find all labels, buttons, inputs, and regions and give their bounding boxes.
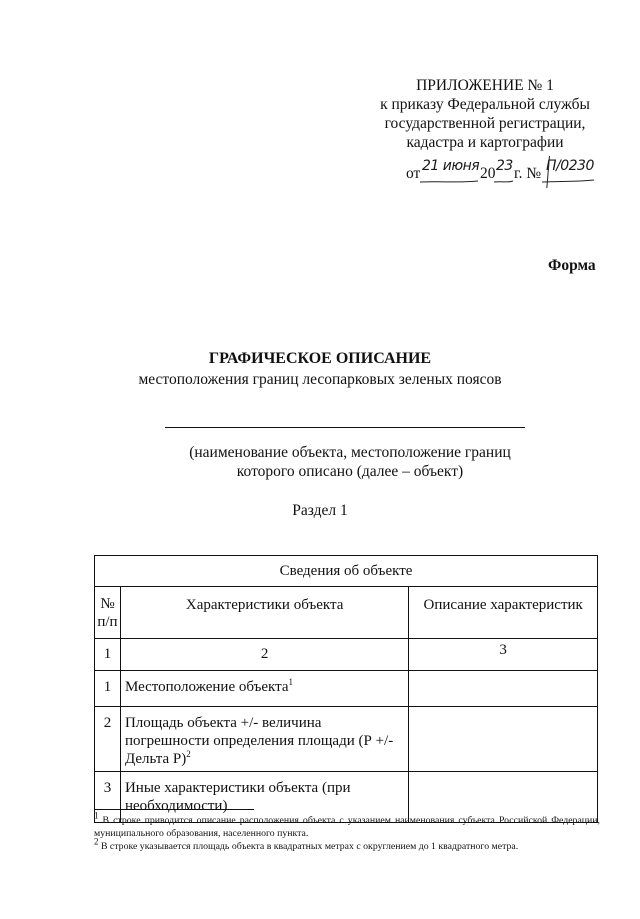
section-title: Раздел 1 — [292, 502, 348, 519]
form-label: Форма — [548, 257, 596, 274]
order-year-handwritten: 23 — [496, 158, 513, 174]
row-description-cell — [409, 707, 598, 772]
header-description: Описание характеристик — [409, 587, 598, 639]
header-number-line-2: п/п — [97, 614, 118, 630]
order-number-handwritten: П/0230 — [546, 158, 594, 174]
header-number — [95, 587, 121, 639]
appendix-title: ПРИЛОЖЕНИЕ № 1 — [416, 77, 554, 94]
footnotes — [94, 810, 600, 853]
object-name-caption — [160, 443, 540, 481]
object-name-caption-line-1: (наименование объекта, местоположение границ — [189, 444, 511, 461]
footnote-1 — [94, 810, 600, 840]
row-number: 3 — [95, 772, 121, 823]
footnote-2 — [94, 836, 600, 853]
appendix-order-ref: к приказу Федеральной службы — [380, 96, 590, 113]
row-characteristic — [120, 671, 408, 707]
order-number-label: г. № — [514, 165, 542, 182]
table-row — [95, 671, 598, 707]
order-year-prefix: 20 — [480, 165, 496, 182]
order-date-handwritten: 21 июня — [422, 158, 480, 174]
row-characteristic-text: Площадь объекта +/- величина погрешности определения площади (Р +/- Дельта Р) — [124, 715, 394, 767]
footnote-ref-2: 2 — [186, 749, 191, 759]
row-characteristic-text: Местоположение объекта — [124, 679, 289, 695]
footnote-2-mark: 2 — [94, 836, 99, 847]
handwriting-underlines — [370, 156, 600, 188]
object-name-caption-line-2: которого описано (далее – объект) — [236, 463, 464, 480]
index-col-3: 3 — [409, 639, 598, 671]
footnote-2-text: В строке указывается площадь объекта в квадратных метрах с округлением до 1 квадратного метра. — [100, 841, 519, 852]
document-title: ГРАФИЧЕСКОЕ ОПИСАНИЕ — [208, 350, 432, 367]
object-info-table — [94, 555, 598, 823]
appendix-header — [370, 76, 600, 188]
footnote-1-mark: 1 — [94, 810, 99, 821]
row-number: 1 — [95, 671, 121, 707]
header-number-line-1: № — [100, 596, 115, 612]
footnote-separator — [94, 809, 254, 810]
index-col-2: 2 — [120, 639, 408, 671]
table-header-row — [95, 587, 598, 639]
row-number: 2 — [95, 707, 121, 772]
row-characteristic — [120, 707, 408, 772]
table-row — [95, 707, 598, 772]
order-prefix: от — [406, 165, 421, 182]
document-subtitle: местоположения границ лесопарковых зеленых поясов — [138, 371, 502, 388]
header-characteristics: Характеристики объекта — [120, 587, 408, 639]
row-description-cell — [409, 671, 598, 707]
table-caption: Сведения об объекте — [95, 556, 598, 587]
index-col-1: 1 — [95, 639, 121, 671]
order-date-number — [370, 156, 600, 188]
appendix-org-line-2: кадастра и картографии — [406, 134, 564, 151]
object-name-line — [165, 427, 525, 428]
footnote-ref-1: 1 — [288, 677, 294, 687]
row-characteristic-text: Иные характеристики объекта (при необходимости) — [124, 780, 351, 814]
footnote-1-text: В строке приводится описание расположения объекта с указанием наименования субъекта Российской Федерации, муниципального образования, населенного пункта. — [94, 815, 600, 839]
appendix-org-line: государственной регистрации, — [384, 115, 586, 132]
table-caption-row — [95, 556, 598, 587]
table-index-row — [95, 639, 598, 671]
